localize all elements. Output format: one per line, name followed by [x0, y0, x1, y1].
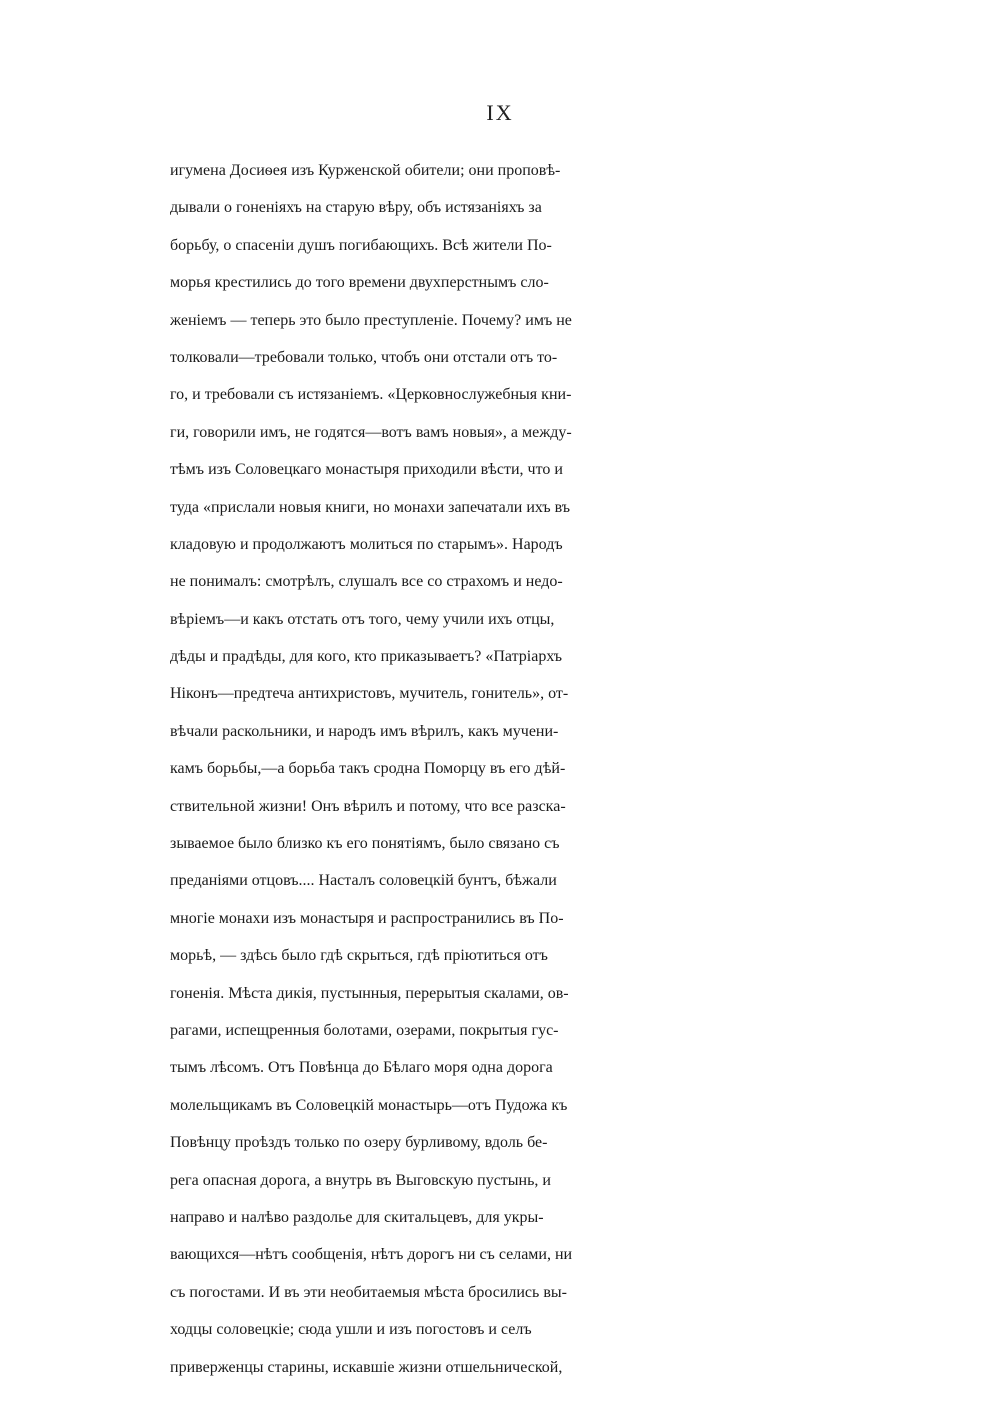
- text-line: морьѣ, — здѣсь было гдѣ скрыться, гдѣ пріютиться отъ: [170, 947, 548, 965]
- text-line: приверженцы старины, искавшіе жизни отшельнической,: [170, 1358, 563, 1376]
- text-line: морья крестились до того времени двухперстнымъ сло-: [170, 274, 549, 292]
- text-line: не понималъ: смотрѣлъ, слушалъ все со страхомъ и недо-: [170, 573, 563, 591]
- text-line: Ніконъ—предтеча антихристовъ, мучитель, гонитель», от-: [170, 685, 569, 703]
- text-line: ходцы соловецкіе; сюда ушли и изъ погостовъ и селъ: [170, 1321, 532, 1339]
- text-line: направо и налѣво раздолье для скитальцевъ, для укры-: [170, 1208, 544, 1226]
- text-line: камъ борьбы,—а борьба такъ сродна Поморцу въ его дѣй-: [170, 760, 566, 778]
- text-line: молельщикамъ въ Соловецкій монастырь—отъ Пудожа къ: [170, 1096, 568, 1114]
- text-line: Повѣнцу проѣздъ только по озеру бурливому, вдоль бе-: [170, 1134, 548, 1152]
- text-line: многіе монахи изъ монастыря и распространились въ По-: [170, 909, 564, 927]
- text-line: ги, говорили имъ, не годятся—вотъ вамъ новыя», а между-: [170, 423, 572, 441]
- text-line: вѣчали раскольники, и народъ имъ вѣрилъ, какъ мучени-: [170, 722, 559, 740]
- text-line: тѣмъ изъ Соловецкаго монастыря приходили вѣсти, что и: [170, 461, 563, 479]
- text-line: борьбу, о спасеніи душъ погибающихъ. Всѣ жители По-: [170, 236, 552, 254]
- text-line: кладовую и продолжаютъ молиться по старымъ». Народъ: [170, 535, 563, 553]
- text-line: вающихся—нѣтъ сообщенія, нѣтъ дорогъ ни съ селами, ни: [170, 1246, 573, 1264]
- body-text: [170, 152, 832, 1386]
- text-line: преданіями отцовъ.... Насталъ соловецкій бунтъ, бѣжали: [170, 872, 557, 890]
- text-line: рега опасная дорога, а внутрь въ Выговскую пустынь, и: [170, 1171, 551, 1189]
- text-line: тымъ лѣсомъ. Отъ Повѣнца до Бѣлаго моря одна дорога: [170, 1059, 553, 1077]
- text-line: игумена Досиѳея изъ Курженской обители; они проповѣ-: [170, 162, 561, 179]
- text-line: толковали—требовали только, чтобъ они отстали отъ то-: [170, 348, 558, 366]
- text-line: го, и требовали съ истязаніемъ. «Церковнослужебныя кни-: [170, 386, 572, 404]
- text-line: женіемъ — теперь это было преступленіе. Почему? имъ не: [170, 311, 572, 329]
- text-line: вѣріемъ—и какъ отстать отъ того, чему учили ихъ отцы,: [170, 610, 555, 628]
- text-line: туда «прислали новыя книги, но монахи запечатали ихъ въ: [170, 498, 571, 516]
- text-line: дывали о гоненіяхъ на старую вѣру, объ истязаніяхъ за: [170, 199, 542, 217]
- text-line: рагами, испещренныя болотами, озерами, покрытыя гус-: [170, 1021, 559, 1039]
- text-line: дѣды и прадѣды, для кого, кто приказываетъ? «Патріархъ: [170, 648, 562, 666]
- text-line: ствительной жизни! Онъ вѣрилъ и потому, что все разска-: [170, 797, 566, 815]
- text-line: гоненія. Мѣста дикія, пустынныя, перерытыя скалами, ов-: [170, 984, 569, 1002]
- text-line: зываемое было близко къ его понятіямъ, было связано съ: [170, 835, 560, 853]
- page-number: IX: [486, 100, 514, 125]
- text-line: съ погостами. И въ эти необитаемыя мѣста бросились вы-: [170, 1283, 567, 1301]
